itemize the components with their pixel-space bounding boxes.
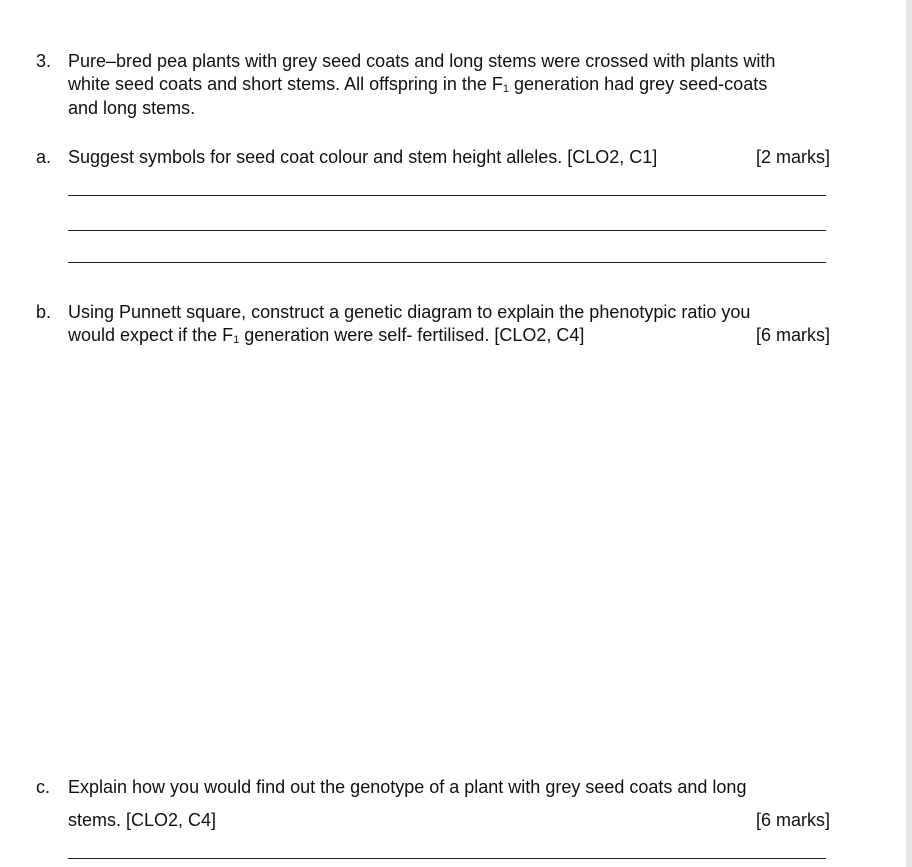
answer-line-a-2[interactable] [68,230,826,231]
question-stem-line-1: Pure–bred pea plants with grey seed coats and long stems were crossed with plants with [68,51,776,71]
question-stem-line-2 [68,73,767,95]
part-c-marks: [6 marks] [755,810,830,830]
part-c-line-1: Explain how you would find out the genotype of a plant with grey seed coats and long [68,777,747,797]
part-a-marks: [2 marks] [755,147,830,167]
answer-line-a-1[interactable] [68,195,826,196]
question-stem-line-3: and long stems. [68,98,196,118]
answer-line-a-3[interactable] [68,262,826,263]
question-number: 3. [36,51,52,71]
f1-subscript: 1 [502,83,510,95]
part-b-line-2-text-end: generation were self- fertilised. [CLO2, C4] [239,325,585,345]
part-c-line-2: stems. [CLO2, C4] [68,810,217,830]
stem-line-2-text: white seed coats and short stems. All offspring in the F [68,74,503,94]
answer-space-b[interactable] [68,360,826,750]
part-c-label: c. [36,777,51,797]
part-b-line-2 [68,324,584,346]
f1-subscript: 1 [233,334,240,346]
part-b-label: b. [36,302,52,322]
stem-line-2-text-end: generation had grey seed-coats [509,74,768,94]
part-a-text: Suggest symbols for seed coat colour and stem height alleles. [CLO2, C1] [68,147,658,167]
part-b-line-1: Using Punnett square, construct a genetic diagram to explain the phenotypic ratio you [68,302,751,322]
page-edge [906,0,912,867]
part-a-label: a. [36,147,52,167]
part-b-marks: [6 marks] [755,325,830,345]
part-b-line-2-text: would expect if the F [68,325,234,345]
answer-line-c-1[interactable] [68,858,826,859]
